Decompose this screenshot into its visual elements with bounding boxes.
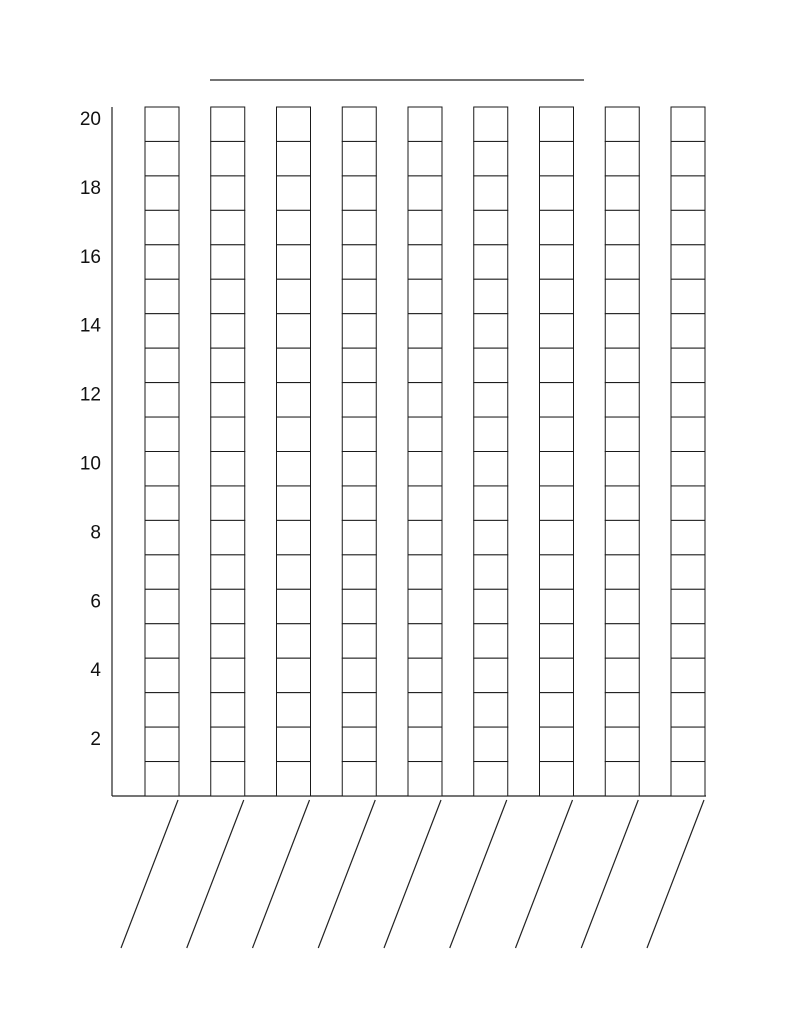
grid-cell xyxy=(408,486,442,520)
grid-cell xyxy=(145,727,179,761)
grid-cell xyxy=(474,348,508,382)
grid-cell xyxy=(211,762,245,796)
grid-cell xyxy=(474,486,508,520)
grid-cell xyxy=(540,727,574,761)
grid-cell xyxy=(145,383,179,417)
grid-cell xyxy=(605,658,639,692)
grid-cell xyxy=(211,589,245,623)
grid-cell xyxy=(408,279,442,313)
grid-cell xyxy=(540,107,574,141)
grid-cell xyxy=(408,555,442,589)
grid-cell xyxy=(342,589,376,623)
grid-cell xyxy=(408,417,442,451)
grid-cell xyxy=(474,141,508,175)
grid-cell xyxy=(605,141,639,175)
grid-cell xyxy=(408,624,442,658)
grid-cell xyxy=(408,383,442,417)
bar-column-7 xyxy=(540,107,574,796)
category-label-line-3 xyxy=(253,800,310,948)
grid-cell xyxy=(211,693,245,727)
grid-cell xyxy=(671,624,705,658)
grid-cell xyxy=(671,279,705,313)
grid-cell xyxy=(474,210,508,244)
grid-cell xyxy=(408,176,442,210)
grid-cell xyxy=(540,279,574,313)
grid-cell xyxy=(671,658,705,692)
grid-cell xyxy=(540,417,574,451)
grid-cell xyxy=(474,417,508,451)
grid-cell xyxy=(671,693,705,727)
grid-cell xyxy=(408,210,442,244)
grid-cell xyxy=(474,279,508,313)
grid-cell xyxy=(540,520,574,554)
grid-cell xyxy=(277,417,311,451)
bar-column-1 xyxy=(145,107,179,796)
grid-cell xyxy=(474,383,508,417)
grid-cell xyxy=(145,417,179,451)
category-label-line-9 xyxy=(647,800,704,948)
grid-cell xyxy=(408,727,442,761)
y-tick-label: 12 xyxy=(79,384,101,406)
y-tick-label: 10 xyxy=(79,453,101,475)
grid-cell xyxy=(408,141,442,175)
grid-cell xyxy=(671,245,705,279)
grid-cell xyxy=(540,383,574,417)
grid-cell xyxy=(145,486,179,520)
category-label-line-4 xyxy=(318,800,375,948)
grid-cell xyxy=(211,141,245,175)
grid-cell xyxy=(342,141,376,175)
grid-cell xyxy=(342,762,376,796)
grid-cell xyxy=(277,314,311,348)
bar-column-5 xyxy=(408,107,442,796)
grid-cell xyxy=(342,727,376,761)
grid-cell xyxy=(145,658,179,692)
grid-cell xyxy=(211,486,245,520)
category-label-line-8 xyxy=(581,800,638,948)
grid-cell xyxy=(671,314,705,348)
grid-cell xyxy=(211,624,245,658)
grid-cell xyxy=(342,245,376,279)
grid-cell xyxy=(671,762,705,796)
grid-cell xyxy=(408,762,442,796)
grid-cell xyxy=(277,210,311,244)
grid-cell xyxy=(145,624,179,658)
grid-cell xyxy=(474,555,508,589)
y-tick-label: 6 xyxy=(90,591,101,613)
grid-cell xyxy=(408,245,442,279)
y-tick-label: 8 xyxy=(90,522,101,544)
category-label-line-6 xyxy=(450,800,507,948)
grid-cell xyxy=(211,555,245,589)
grid-cell xyxy=(211,658,245,692)
grid-cell xyxy=(145,555,179,589)
grid-cell xyxy=(211,417,245,451)
grid-cell xyxy=(540,452,574,486)
grid-cell xyxy=(671,520,705,554)
grid-cell xyxy=(211,727,245,761)
grid-cell xyxy=(342,107,376,141)
grid-cell xyxy=(605,383,639,417)
grid-cell xyxy=(277,624,311,658)
grid-cell xyxy=(145,520,179,554)
grid-cell xyxy=(145,314,179,348)
grid-cell xyxy=(277,348,311,382)
grid-cell xyxy=(277,141,311,175)
grid-cell xyxy=(605,555,639,589)
grid-cell xyxy=(145,210,179,244)
grid-cell xyxy=(211,452,245,486)
grid-cell xyxy=(211,245,245,279)
grid-cell xyxy=(342,452,376,486)
grid-cell xyxy=(211,210,245,244)
grid-cell xyxy=(408,520,442,554)
grid-cell xyxy=(277,279,311,313)
grid-cell xyxy=(474,658,508,692)
grid-cell xyxy=(474,520,508,554)
grid-cell xyxy=(540,141,574,175)
grid-cell xyxy=(671,589,705,623)
grid-cell xyxy=(211,314,245,348)
grid-cell xyxy=(605,727,639,761)
grid-cell xyxy=(211,107,245,141)
grid-cell xyxy=(342,417,376,451)
grid-cell xyxy=(474,727,508,761)
grid-cell xyxy=(605,348,639,382)
grid-cell xyxy=(540,624,574,658)
grid-cell xyxy=(408,452,442,486)
grid-cell xyxy=(277,107,311,141)
category-label-line-5 xyxy=(384,800,441,948)
grid-cell xyxy=(671,141,705,175)
grid-cell xyxy=(474,314,508,348)
grid-cell xyxy=(277,555,311,589)
grid-cell xyxy=(145,693,179,727)
grid-cell xyxy=(145,452,179,486)
grid-cell xyxy=(671,383,705,417)
grid-cell xyxy=(342,279,376,313)
grid-cell xyxy=(342,314,376,348)
grid-cell xyxy=(605,693,639,727)
category-label-line-2 xyxy=(187,800,244,948)
grid-cell xyxy=(671,452,705,486)
grid-cell xyxy=(605,279,639,313)
grid-cell xyxy=(474,589,508,623)
grid-cell xyxy=(605,176,639,210)
grid-cell xyxy=(474,452,508,486)
grid-cell xyxy=(277,693,311,727)
grid-cell xyxy=(277,727,311,761)
grid-cell xyxy=(671,727,705,761)
grid-cell xyxy=(605,107,639,141)
grid-cell xyxy=(540,314,574,348)
grid-cell xyxy=(605,624,639,658)
grid-cell xyxy=(605,589,639,623)
grid-cell xyxy=(408,314,442,348)
grid-cell xyxy=(605,520,639,554)
grid-cell xyxy=(342,555,376,589)
grid-cell xyxy=(540,210,574,244)
grid-cell xyxy=(540,348,574,382)
grid-cell xyxy=(474,107,508,141)
grid-cell xyxy=(408,589,442,623)
grid-cell xyxy=(474,624,508,658)
grid-cell xyxy=(342,693,376,727)
grid-cell xyxy=(605,486,639,520)
y-tick-label: 2 xyxy=(90,729,101,751)
grid-cell xyxy=(671,486,705,520)
grid-cell xyxy=(408,693,442,727)
grid-cell xyxy=(671,417,705,451)
grid-cell xyxy=(342,520,376,554)
category-label-line-1 xyxy=(121,800,178,948)
grid-cell xyxy=(277,589,311,623)
grid-cell xyxy=(342,176,376,210)
grid-cell xyxy=(408,658,442,692)
y-tick-label: 16 xyxy=(79,246,101,268)
grid-cell xyxy=(342,383,376,417)
grid-cell xyxy=(145,589,179,623)
grid-cell xyxy=(671,107,705,141)
grid-cell xyxy=(145,279,179,313)
grid-cell xyxy=(540,762,574,796)
grid-cell xyxy=(474,176,508,210)
bar-column-3 xyxy=(277,107,311,796)
grid-cell xyxy=(671,348,705,382)
bar-columns xyxy=(145,107,705,796)
grid-cell xyxy=(540,176,574,210)
grid-cell xyxy=(342,486,376,520)
y-tick-label: 4 xyxy=(90,660,101,682)
bar-column-9 xyxy=(671,107,705,796)
grid-cell xyxy=(540,693,574,727)
grid-cell xyxy=(671,210,705,244)
grid-cell xyxy=(605,762,639,796)
bar-column-4 xyxy=(342,107,376,796)
category-label-line-7 xyxy=(516,800,573,948)
grid-cell xyxy=(211,520,245,554)
grid-cell xyxy=(145,176,179,210)
grid-cell xyxy=(211,279,245,313)
grid-cell xyxy=(474,762,508,796)
y-tick-label: 18 xyxy=(79,177,101,199)
grid-cell xyxy=(540,658,574,692)
grid-cell xyxy=(145,762,179,796)
grid-cell xyxy=(277,520,311,554)
grid-cell xyxy=(211,176,245,210)
grid-cell xyxy=(211,383,245,417)
grid-cell xyxy=(540,486,574,520)
grid-cell xyxy=(408,107,442,141)
grid-cell xyxy=(145,107,179,141)
y-tick-label: 20 xyxy=(79,109,101,130)
bar-column-2 xyxy=(211,107,245,796)
grid-cell xyxy=(540,555,574,589)
grid-cell xyxy=(145,348,179,382)
y-tick-labels xyxy=(80,109,102,750)
grid-cell xyxy=(277,245,311,279)
grid-cell xyxy=(277,658,311,692)
grid-cell xyxy=(671,555,705,589)
grid-cell xyxy=(277,452,311,486)
grid-cell xyxy=(342,348,376,382)
grid-cell xyxy=(277,762,311,796)
grid-cell xyxy=(342,624,376,658)
grid-cell xyxy=(145,245,179,279)
grid-cell xyxy=(540,245,574,279)
grid-cell xyxy=(408,348,442,382)
grid-cell xyxy=(342,210,376,244)
grid-cell xyxy=(474,245,508,279)
grid-cell xyxy=(605,210,639,244)
bar-column-8 xyxy=(605,107,639,796)
grid-cell xyxy=(277,176,311,210)
grid-cell xyxy=(605,452,639,486)
grid-cell xyxy=(605,314,639,348)
grid-cell xyxy=(605,417,639,451)
bar-column-6 xyxy=(474,107,508,796)
grid-cell xyxy=(605,245,639,279)
grid-cell xyxy=(211,348,245,382)
grid-cell xyxy=(145,141,179,175)
grid-cell xyxy=(342,658,376,692)
category-label-lines xyxy=(121,800,704,948)
grid-cell xyxy=(671,176,705,210)
grid-cell xyxy=(277,486,311,520)
y-tick-label: 14 xyxy=(79,315,101,337)
grid-cell xyxy=(277,383,311,417)
grid-cell xyxy=(474,693,508,727)
grid-cell xyxy=(540,589,574,623)
